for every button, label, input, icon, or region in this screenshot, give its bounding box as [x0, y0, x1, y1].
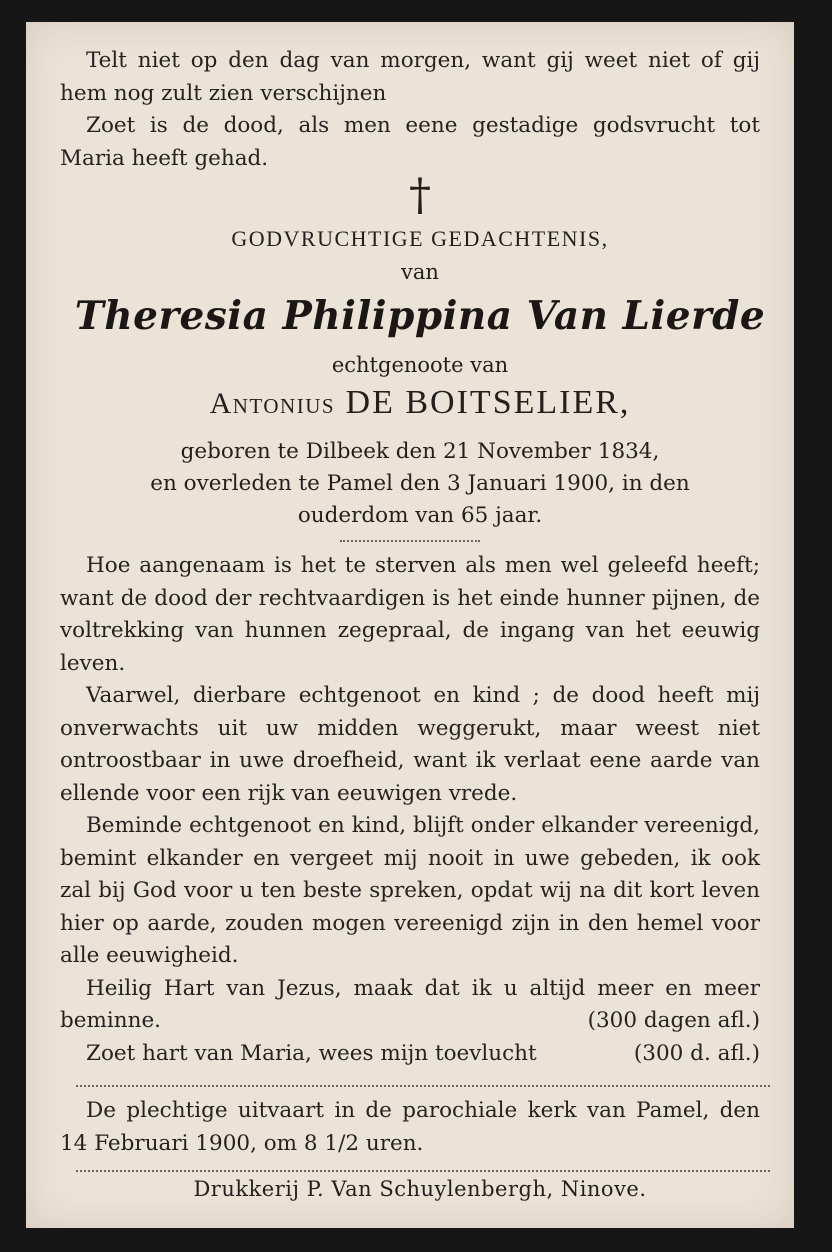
- heading: GODVRUCHTIGE GEDACHTENIS,: [231, 226, 609, 251]
- prayer-2: [60, 1038, 760, 1071]
- deceased-name: Theresia Philippina Van Lierde: [74, 293, 766, 339]
- prayer-1-text: Heilig Hart van Jezus, maak dat ik u altijd meer en meer beminne.: [60, 975, 760, 1033]
- husband-name: [40, 384, 800, 422]
- intro-verse-1: Telt niet op den dag van morgen, want gij weet niet of gij hem nog zult zien verschijnen: [60, 48, 760, 106]
- divider-short: [340, 540, 480, 542]
- cross-icon: †: [409, 170, 431, 221]
- funeral-text: De plechtige uitvaart in de parochiale kerk van Pamel, den 14 Februari 1900, om 8 1/2 uren.: [60, 1098, 760, 1156]
- husband-first-name: Antonius: [209, 387, 336, 420]
- husband-last-name: DE BOITSELIER,: [345, 384, 631, 421]
- body-text: [60, 550, 760, 1070]
- intro-verses: [60, 45, 760, 175]
- prayer-2-indulgence: (300 d. afl.): [633, 1040, 760, 1066]
- spouse-of-label: echtgenoote van: [331, 353, 509, 377]
- van-label: van: [401, 260, 439, 284]
- paragraph-1: Hoe aangenaam is het te sterven als men wel geleefd heeft; want de dood der rechtvaardigen is het einde hunner pijnen, de voltrekking van hunnen zegepraal, de ingang van het eeuwig leven.: [60, 553, 760, 676]
- divider-long-1: [76, 1085, 770, 1087]
- prayer-1: [60, 973, 760, 1038]
- paragraph-2: Vaarwel, dierbare echtgenoot en kind ; de dood heeft mij onverwachts uit uw midden weggerukt, maar weest niet ontroostbaar in uwe droefheid, want ik verlaat eene aarde van ellende voor een rijk van eeuwigen vrede.: [60, 683, 760, 806]
- birth-line: geboren te Dilbeek den 21 November 1834,: [180, 439, 660, 464]
- age-line: ouderdom van 65 jaar.: [297, 503, 543, 528]
- prayer-2-text: Zoet hart van Maria, wees mijn toevlucht: [86, 1040, 537, 1066]
- prayer-1-indulgence: (300 dagen afl.): [587, 1008, 760, 1033]
- funeral-notice: [60, 1095, 760, 1160]
- paragraph-3: Beminde echtgenoot en kind, blijft onder elkander vereenigd, bemint elkander en vergeet mij nooit in uwe gebeden, ik ook zal bij God voor u ten beste spreken, opdat wij na dit kort leven hier op aarde, zouden mogen vereenigd zijn in den hemel voor alle eeuwigheid.: [60, 813, 760, 968]
- intro-verse-2: Zoet is de dood, als men eene gestadige godsvrucht tot Maria heeft gehad.: [60, 113, 760, 171]
- divider-long-2: [76, 1170, 770, 1172]
- death-line: en overleden te Pamel den 3 Januari 1900, in den: [150, 471, 690, 496]
- printer-credit: Drukkerij P. Van Schuylenbergh, Ninove.: [193, 1177, 647, 1201]
- life-dates: [40, 436, 800, 532]
